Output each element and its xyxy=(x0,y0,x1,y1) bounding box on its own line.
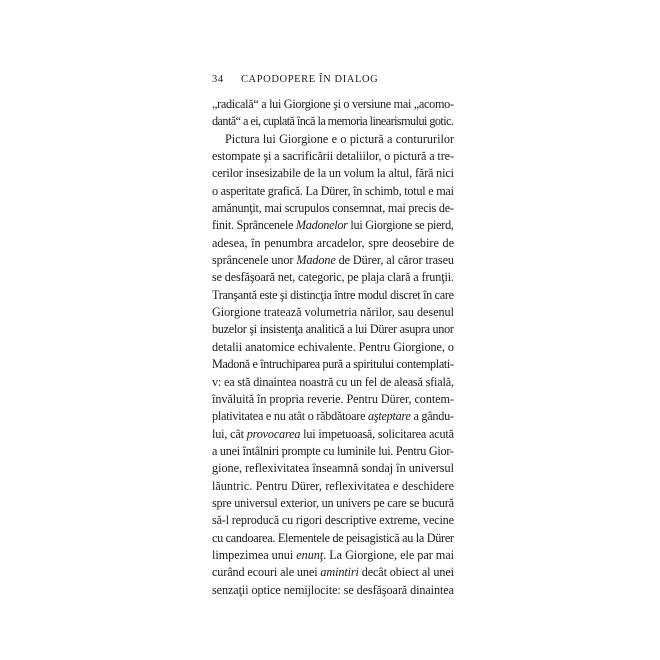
text-line xyxy=(212,217,454,234)
italic-text: provocarea xyxy=(246,426,301,441)
italic-text: aşteptare xyxy=(368,409,411,424)
text-line xyxy=(212,495,454,512)
text-line xyxy=(212,269,454,286)
text-segment: finit. Sprâncenele xyxy=(212,218,296,233)
text-segment: lui Giorgione se pierd, xyxy=(347,218,454,233)
text-line xyxy=(212,547,454,564)
text-segment: Giorgione tratează volumetria nărilor, sau desenul xyxy=(212,305,454,320)
text-segment: decât obiect al unei xyxy=(358,565,454,580)
text-line xyxy=(212,235,454,252)
text-line xyxy=(212,148,454,165)
italic-text: amintiri xyxy=(320,565,359,580)
text-line xyxy=(212,165,454,182)
text-segment: adesea, în penumbra arcadelor, spre deosebire de xyxy=(212,235,454,250)
text-segment: buzelor şi insistenţa analitică a lui Dürer asupra unor xyxy=(212,322,454,337)
text-segment: o asperitate grafică. La Dürer, în schimb, totul e mai xyxy=(212,183,454,198)
text-line xyxy=(212,200,454,217)
text-segment: estompate şi a sacrificării detaliilor, o pictură a tre- xyxy=(212,149,454,164)
text-line xyxy=(212,287,454,304)
text-segment: lui impetuoasă, solicitarea acută xyxy=(300,426,454,441)
text-segment: spre universul exterior, un univers pe care se bucură xyxy=(212,495,454,510)
text-line xyxy=(212,113,454,130)
text-segment: să-l reproducă cu rigori descriptive extreme, vecine xyxy=(212,513,454,528)
text-segment: Tranşantă este şi distincţia între modul discret în care xyxy=(212,287,454,302)
text-segment: învăluită în propria reverie. Pentru Dürer, contem- xyxy=(212,391,454,406)
text-segment: v: ea stă dinaintea noastră cu un fel de aleasă sfială, xyxy=(212,374,454,389)
text-line xyxy=(212,582,454,599)
text-segment: de Dürer, al căror traseu xyxy=(335,253,454,268)
text-line xyxy=(212,304,454,321)
text-line xyxy=(212,391,454,408)
text-line xyxy=(212,374,454,391)
text-line xyxy=(212,321,454,338)
text-segment: dantă“ a ei, cuplată încă la memoria linearismului gotic. xyxy=(212,114,454,129)
text-line xyxy=(212,443,454,460)
text-segment: detalii anatomice echivalente. Pentru Giorgione, o xyxy=(212,339,454,354)
text-line xyxy=(212,131,454,148)
text-segment: plativitatea e nu atât o răbdătoare xyxy=(212,409,369,424)
text-line xyxy=(212,408,454,425)
text-segment: . La Giorgione, ele par mai xyxy=(323,547,454,562)
text-segment: lui, cât xyxy=(212,426,247,441)
text-segment: amănunţit, mai scrupulos consemnat, mai precis de- xyxy=(212,201,454,216)
running-header xyxy=(212,74,462,85)
text-segment: lăuntric. Pentru Dürer, reflexivitatea e deschidere xyxy=(212,478,454,493)
italic-text: Madone xyxy=(296,253,336,268)
text-segment: gione, reflexivitatea înseamnă sondaj în universul xyxy=(212,461,454,476)
text-segment: a unei întâlniri prompte cu luminile lui. Pentru Gior- xyxy=(212,443,454,458)
text-segment: a gându- xyxy=(410,409,454,424)
text-line xyxy=(212,478,454,495)
text-segment: se desfăşoară net, categoric, pe plaja clară a frunţii. xyxy=(212,270,454,285)
text-line xyxy=(212,426,454,443)
text-segment: sprâncenele unor xyxy=(212,253,297,268)
text-segment: Pictura lui Giorgione e o pictură a contururilor xyxy=(225,131,454,146)
text-line xyxy=(212,530,454,547)
text-segment: curând ecouri ale unei xyxy=(212,565,321,580)
text-line xyxy=(212,252,454,269)
italic-text: Madonelor xyxy=(295,218,348,233)
text-segment: cu candoarea. Elementele de peisagistică au la Dürer xyxy=(212,530,454,545)
text-line xyxy=(212,460,454,477)
page-number: 34 xyxy=(212,74,224,85)
text-segment: senzaţii optice nemijlocite: se desfăşoară dinaintea xyxy=(212,582,454,597)
text-segment: Madonă e întruchiparea pură a spiritului contemplati- xyxy=(212,357,454,372)
text-segment: cerilor insesizabile de la un volum la altul, fără nici xyxy=(212,166,454,181)
running-title: CAPODOPERE ÎN DIALOG xyxy=(240,74,379,85)
text-line xyxy=(212,564,454,581)
text-line xyxy=(212,96,454,113)
text-line xyxy=(212,339,454,356)
text-segment: „radicală“ a lui Giorgione şi o versiune mai „acomo- xyxy=(212,97,454,111)
italic-text: enunţ xyxy=(296,547,324,562)
body-text xyxy=(212,96,454,599)
text-line xyxy=(212,356,454,373)
text-segment: limpezimea unui xyxy=(212,547,297,562)
text-line xyxy=(212,183,454,200)
text-line xyxy=(212,512,454,529)
